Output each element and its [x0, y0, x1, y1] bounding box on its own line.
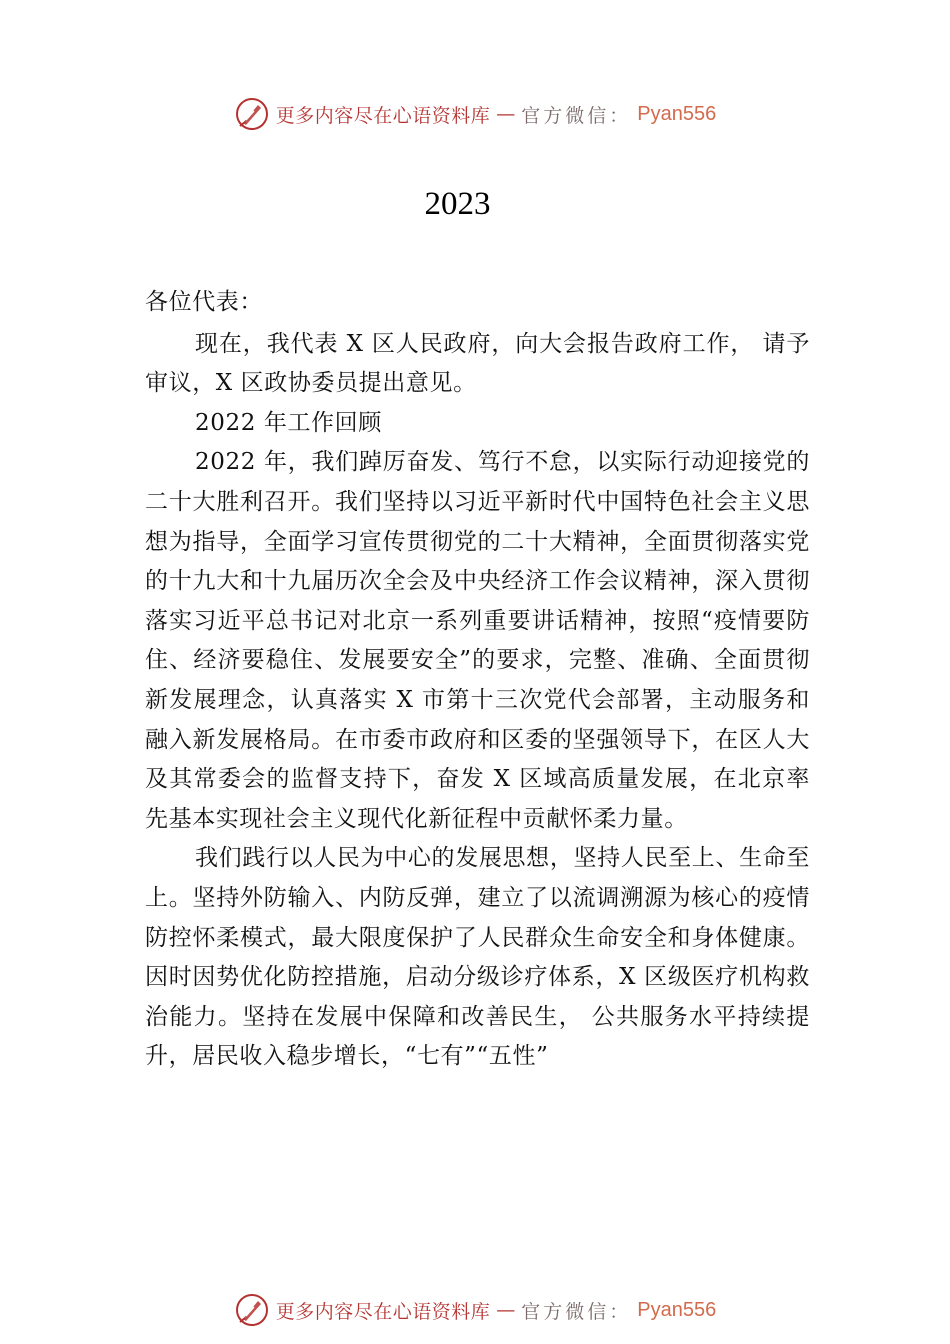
document-title: 2023 — [424, 186, 491, 222]
salutation: 各位代表： — [145, 289, 263, 315]
watermark-official-label: 官方微信： — [521, 104, 632, 127]
header-watermark — [0, 94, 950, 134]
watermark-site-text: 更多内容尽在心语资料库 — [275, 104, 491, 127]
watermark-wechat-id: Pyan556 — [637, 1298, 717, 1321]
footer-watermark — [0, 1290, 950, 1330]
watermark-dash: — — [496, 103, 516, 125]
watermark-wechat-id: Pyan556 — [637, 102, 717, 125]
paragraph-people: 我们践行以人民为中心的发展思想，坚持人民至上、生命至上。坚持外防输入、内防反弹，建立了以流调溯源为核心的疫情防控怀柔模式，最大限度保护了人民群众生命安全和身体健康。因时因势优化防控措施，启动分级诊疗体系，X 区级医疗机构救治能力。坚持在发展中保障和改善民生， 公共服务水平持续提升，居民收入稳步增长，“七有”“五性” — [145, 845, 810, 1070]
feather-pen-logo-icon — [234, 96, 270, 132]
watermark-official-label: 官方微信： — [521, 1300, 632, 1323]
feather-pen-logo-icon — [234, 1292, 270, 1328]
watermark-site-text: 更多内容尽在心语资料库 — [275, 1300, 491, 1323]
document-body — [145, 283, 810, 1077]
watermark-dash: — — [496, 1299, 516, 1321]
paragraph-review: 2022 年，我们踔厉奋发、笃行不怠，以实际行动迎接党的二十大胜利召开。我们坚持以习近平新时代中国特色社会主义思想为指导，全面学习宣传贯彻党的二十大精神，全面贯彻落实党的十九大和十九届历次全会及中央经济工作会议精神，深入贯彻落实习近平总书记对北京一系列重要讲话精神，按照“疫情要防住、经济要稳住、发展要安全”的要求，完整、准确、全面贯彻新发展理念，认真落实 X 市第十三次党代会部署，主动服务和融入新发展格局。在市委市政府和区委的坚强领导下，在区人大及其常委会的监督支持下，奋发 X 区域高质量发展，在北京率先基本实现社会主义现代化新征程中贡献怀柔力量。 — [145, 449, 810, 832]
paragraph-intro: 现在，我代表 X 区人民政府，向大会报告政府工作， 请予审议，X 区政协委员提出意见。 — [145, 330, 810, 397]
section-heading: 2022 年工作回顾 — [195, 409, 382, 436]
